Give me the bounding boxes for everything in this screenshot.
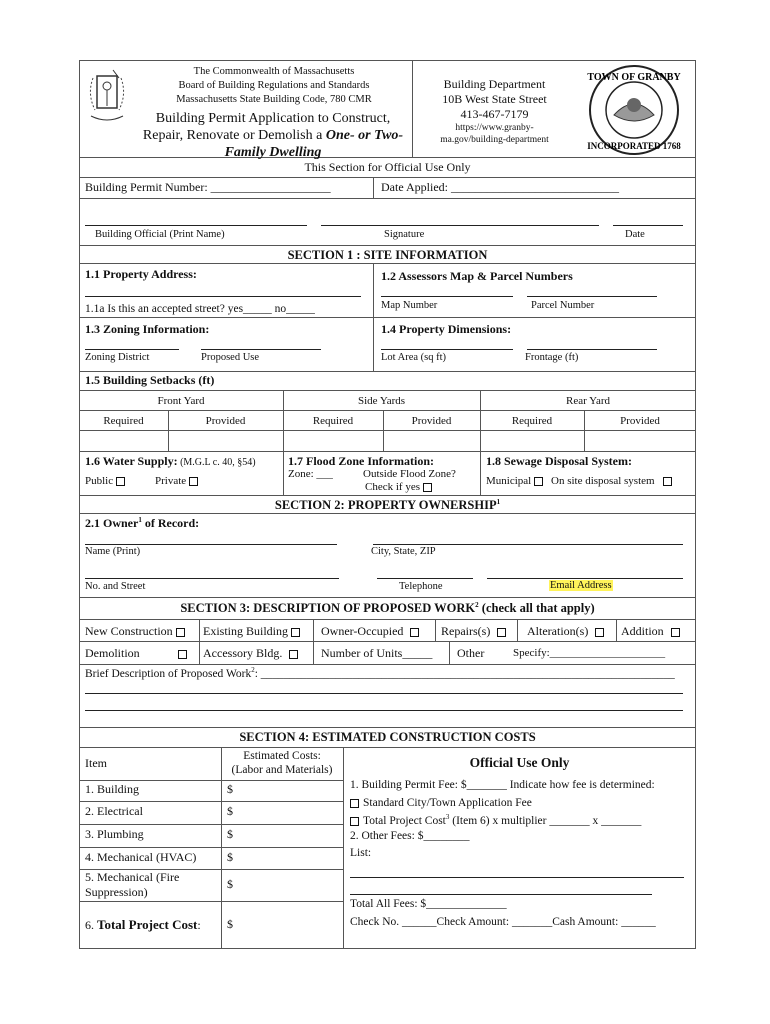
front-required-label: Required [103, 415, 144, 427]
addition-option[interactable]: Addition [621, 624, 680, 639]
cost-total-input[interactable]: $ [227, 917, 233, 931]
street-input[interactable] [85, 578, 339, 579]
frontage-input[interactable] [527, 349, 657, 350]
cost-row-hvac: 4. Mechanical (HVAC) [85, 850, 197, 864]
email-label: Email Address [550, 580, 612, 591]
check-cash-field[interactable]: Check No. ______Check Amount: _______Cash Amount: ______ [350, 916, 656, 928]
official-name-label: Building Official (Print Name) [95, 229, 225, 240]
map-number-input[interactable] [381, 296, 513, 297]
municipal-checkbox[interactable] [534, 477, 543, 486]
other-fees-field[interactable]: 2. Other Fees: $________ [350, 830, 470, 842]
cost-row-fire: 5. Mechanical (Fire Suppression) [85, 870, 180, 899]
massachusetts-seal-icon [83, 68, 131, 132]
dept-street: 10B West State Street [442, 92, 547, 106]
side-provided-label: Provided [411, 415, 452, 427]
fee-list-line-1[interactable] [350, 877, 684, 878]
zoning-district-input[interactable] [85, 349, 179, 350]
private-checkbox[interactable] [189, 477, 198, 486]
rear-required-input[interactable] [481, 431, 583, 450]
side-provided-input[interactable] [384, 431, 479, 450]
official-use-heading: This Section for Official Use Only [304, 160, 471, 174]
cost-building-input[interactable]: $ [227, 782, 233, 796]
parcel-number-input[interactable] [527, 296, 657, 297]
water-private-option[interactable]: Private [155, 475, 198, 487]
public-checkbox[interactable] [116, 477, 125, 486]
est-costs-header: Estimated Costs: (Labor and Materials) [231, 750, 333, 776]
telephone-label: Telephone [399, 581, 443, 592]
front-required-input[interactable] [80, 431, 167, 450]
onsite-checkbox[interactable] [663, 477, 672, 486]
fee-list-line-2[interactable] [350, 894, 652, 895]
email-input[interactable] [487, 578, 683, 579]
property-address-input[interactable] [85, 296, 361, 297]
permit-fee-field[interactable]: 1. Building Permit Fee: $_______ Indicate how fee is determined: [350, 779, 655, 791]
cost-row-building: 1. Building [85, 782, 140, 796]
rear-yard-header: Rear Yard [566, 395, 610, 407]
water-public-option[interactable]: Public [85, 475, 125, 487]
lot-area-label: Lot Area (sq ft) [381, 352, 447, 363]
section2-heading: SECTION 2: PROPERTY OWNERSHIP$^1$ [274, 498, 501, 513]
rear-required-label: Required [511, 415, 553, 427]
front-provided-input[interactable] [169, 431, 282, 450]
standard-fee-option[interactable]: Standard City/Town Application Fee [350, 797, 532, 809]
side-required-label: Required [312, 415, 354, 427]
cost-electrical-input[interactable]: $ [227, 804, 233, 818]
dimensions-label: 1.4 Property Dimensions: [381, 322, 512, 336]
total-fees-field[interactable]: Total All Fees: $______________ [350, 898, 507, 910]
zoning-district-label: Zoning District [85, 352, 150, 363]
date-applied-field[interactable]: Date Applied: ____________________________ [381, 180, 619, 194]
section1-heading: SECTION 1 : SITE INFORMATION [287, 248, 488, 262]
item-header: Item [85, 756, 107, 770]
telephone-input[interactable] [377, 578, 473, 579]
department-info [417, 77, 572, 122]
specify-field[interactable]: Specify:_____________________ [513, 647, 666, 659]
cost-row-plumbing: 3. Plumbing [85, 827, 144, 841]
official-date-label: Date [625, 229, 645, 240]
accepted-street-question[interactable]: 1.1a Is this an accepted street? yes_____ no_____ [85, 303, 315, 315]
flood-zone-label: 1.7 Flood Zone Information: [288, 454, 435, 468]
proposed-use-input[interactable] [201, 349, 321, 350]
units-field[interactable]: Number of Units_____ [321, 646, 433, 660]
sewage-onsite-option[interactable]: On site disposal system [551, 475, 672, 487]
cost-fire-input[interactable]: $ [227, 877, 233, 891]
section3-heading: SECTION 3: DESCRIPTION OF PROPOSED WORK$^2$ (check all that apply) [180, 601, 595, 616]
cost-row-electrical: 2. Electrical [85, 804, 143, 818]
side-yards-header: Side Yards [357, 395, 406, 407]
total-cost-multiplier-option[interactable]: Total Project Cost$^3$ (Item 6) x multiplier _______ x _______ [350, 813, 641, 827]
outside-flood-label: Outside Flood Zone? [363, 468, 456, 480]
flood-zone-field[interactable]: Zone: ___ [288, 468, 333, 480]
cost-plumbing-input[interactable]: $ [227, 827, 233, 841]
dept-name: Building Department [443, 77, 546, 91]
front-yard-header: Front Yard [157, 395, 205, 407]
property-address-label: 1.1 Property Address: [85, 267, 197, 281]
owner-name-input[interactable] [85, 544, 337, 545]
dept-phone: 413-467-7179 [460, 107, 529, 121]
existing-building-option[interactable]: Existing Building [203, 624, 300, 639]
sewage-label: 1.8 Sewage Disposal System: [486, 454, 632, 468]
map-number-label: Map Number [381, 300, 438, 311]
svg-text:TOWN OF GRANBY: TOWN OF GRANBY [587, 72, 681, 83]
border-bottom [79, 948, 696, 949]
list-label: List: [350, 847, 372, 859]
new-construction-option[interactable]: New Construction [85, 624, 185, 639]
city-state-zip-label: City, State, ZIP [371, 546, 436, 557]
assessors-label: 1.2 Assessors Map & Parcel Numbers [381, 269, 573, 283]
alterations-option[interactable]: Alteration(s) [527, 624, 604, 639]
flood-checkbox[interactable] [423, 483, 432, 492]
city-state-zip-input[interactable] [373, 544, 683, 545]
permit-form [79, 60, 696, 949]
setbacks-label: 1.5 Building Setbacks (ft) [85, 373, 215, 387]
side-required-input[interactable] [284, 431, 382, 450]
water-supply-label: 1.6 Water Supply: (M.G.L c. 40, §54) [85, 454, 256, 468]
brief-description-line-3[interactable] [85, 710, 683, 711]
no-street-label: No. and Street [85, 581, 146, 592]
form-title: Building Permit Application to Construct, Repair, Renovate or Demolish a One- or Two- Family Dwelling [142, 111, 404, 160]
rear-provided-input[interactable] [585, 431, 695, 450]
other-option[interactable]: Other [457, 646, 485, 660]
proposed-use-label: Proposed Use [201, 352, 260, 363]
front-provided-label: Provided [205, 415, 246, 427]
official-use-only-heading: Official Use Only [469, 755, 570, 770]
official-signature-label: Signature [384, 229, 425, 240]
brief-description-field[interactable]: Brief Description of Proposed Work$^2$: ________________________________________________________________________ [85, 666, 675, 680]
cost-row-total: 6. Total Project Cost: [85, 917, 201, 932]
demolition-option[interactable]: Demolition [85, 646, 187, 661]
sewage-municipal-option[interactable]: Municipal [486, 475, 543, 487]
flood-check-option[interactable]: Check if yes [365, 481, 432, 493]
rear-provided-label: Provided [620, 415, 660, 427]
brief-description-line-2[interactable] [85, 693, 683, 694]
granby-town-seal-icon [582, 63, 686, 157]
zoning-label: 1.3 Zoning Information: [85, 322, 210, 336]
svg-text:INCORPORATED 1768: INCORPORATED 1768 [587, 141, 681, 151]
code-text: Massachusetts State Building Code, 780 CMR [176, 94, 372, 105]
owner-occupied-option[interactable]: Owner-Occupied [321, 624, 419, 639]
repairs-option[interactable]: Repairs(s) [441, 624, 506, 639]
border-top [79, 60, 696, 61]
section4-heading: SECTION 4: ESTIMATED CONSTRUCTION COSTS [239, 730, 536, 744]
lot-area-input[interactable] [381, 349, 513, 350]
board-text: Board of Building Regulations and Standards [178, 80, 370, 91]
frontage-label: Frontage (ft) [525, 352, 579, 363]
name-print-label: Name (Print) [85, 546, 141, 557]
dept-url[interactable]: https://www.granby- ma.gov/building-department [440, 123, 549, 145]
permit-number-field[interactable]: Building Permit Number: ____________________ [85, 180, 331, 194]
commonwealth-text: The Commonwealth of Massachusetts [193, 66, 355, 77]
cost-hvac-input[interactable]: $ [227, 850, 233, 864]
parcel-number-label: Parcel Number [531, 300, 595, 311]
accessory-option[interactable]: Accessory Bldg. [203, 646, 298, 661]
owner-label: 2.1 Owner$^1$ of Record: [85, 516, 200, 530]
